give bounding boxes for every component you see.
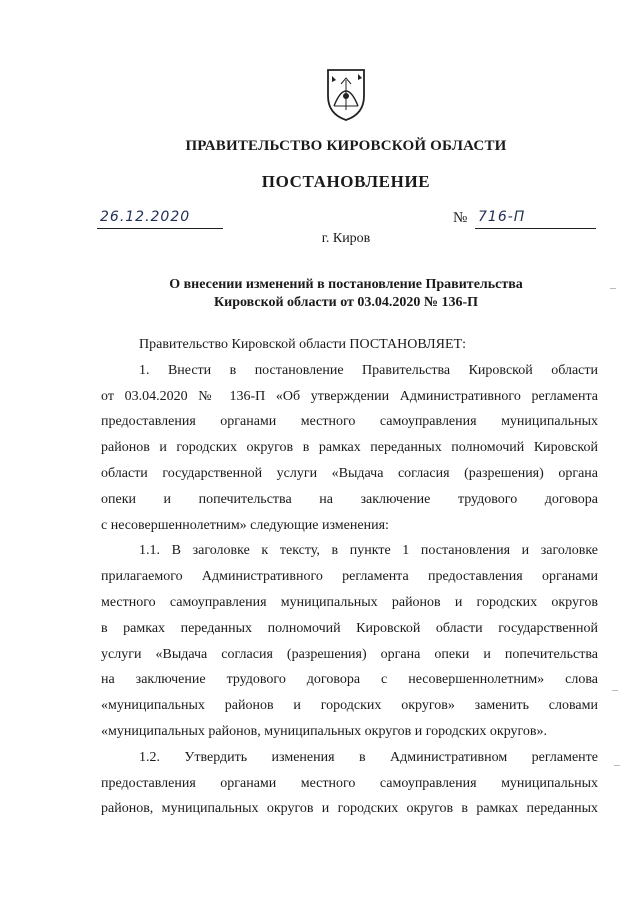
body-line: с несовершеннолетним» следующие изменения:: [101, 517, 389, 533]
document-number: 716-П: [478, 209, 526, 225]
body-line: услуги «Выдача согласия (разрешения) органа опеки и попечительства: [101, 646, 598, 662]
title-line: О внесении изменений в постановление Правительства: [169, 277, 523, 292]
scan-mark: [614, 765, 620, 766]
document-body: [101, 332, 598, 822]
title-line: Кировской области от 03.04.2020 № 136-П: [213, 295, 479, 310]
body-line: районов и городских округов в рамках переданных полномочий Кировской: [101, 440, 598, 456]
document-date: 26.12.2020: [100, 209, 191, 225]
body-line: районов, муниципальных округов и городских округов в рамках переданных: [101, 801, 598, 817]
body-line: 1.2. Утвердить изменения в Административном регламенте: [139, 749, 598, 765]
scan-mark: [612, 690, 618, 691]
scan-mark: [610, 288, 616, 289]
body-line: предоставления органами местного самоуправления муниципальных: [101, 775, 598, 791]
body-line: в рамках переданных полномочий Кировской области государственной: [101, 620, 598, 636]
document-title: [0, 276, 640, 312]
body-line: Правительство Кировской области ПОСТАНОВЛЯЕТ:: [139, 337, 466, 352]
body-line: 1.1. В заголовке к тексту, в пункте 1 постановления и заголовке: [139, 543, 598, 559]
body-line: прилагаемого Административного регламента предоставления органами: [101, 569, 598, 585]
body-line: предоставления органами местного самоуправления муниципальных: [101, 414, 598, 430]
government-name: ПРАВИТЕЛЬСТВО КИРОВСКОЙ ОБЛАСТИ: [185, 138, 507, 154]
body-line: опеки и попечительства на заключение трудового договора: [101, 491, 598, 507]
number-sign: №: [453, 210, 468, 226]
body-line: местного самоуправления муниципальных районов и городских округов: [101, 594, 598, 610]
body-line: 1. Внести в постановление Правительства Кировской области: [139, 362, 598, 378]
document-type: ПОСТАНОВЛЕНИЕ: [261, 172, 431, 191]
body-line: от 03.04.2020 № 136-П «Об утверждении Административного регламента: [101, 388, 598, 404]
document-number-line: [475, 208, 596, 229]
body-line: области государственной услуги «Выдача согласия (разрешения) органа: [101, 465, 598, 481]
document-date-field: [97, 208, 223, 229]
city: г. Киров: [321, 231, 371, 246]
body-line: на заключение трудового договора с несовершеннолетним» слова: [101, 672, 598, 688]
body-line: «муниципальных районов и городских округов» заменить словами: [101, 698, 598, 714]
body-line: «муниципальных районов, муниципальных округов и городских округов».: [101, 723, 548, 739]
kirov-region-coat-of-arms-icon: [324, 66, 368, 122]
document-number-field: [453, 208, 596, 228]
